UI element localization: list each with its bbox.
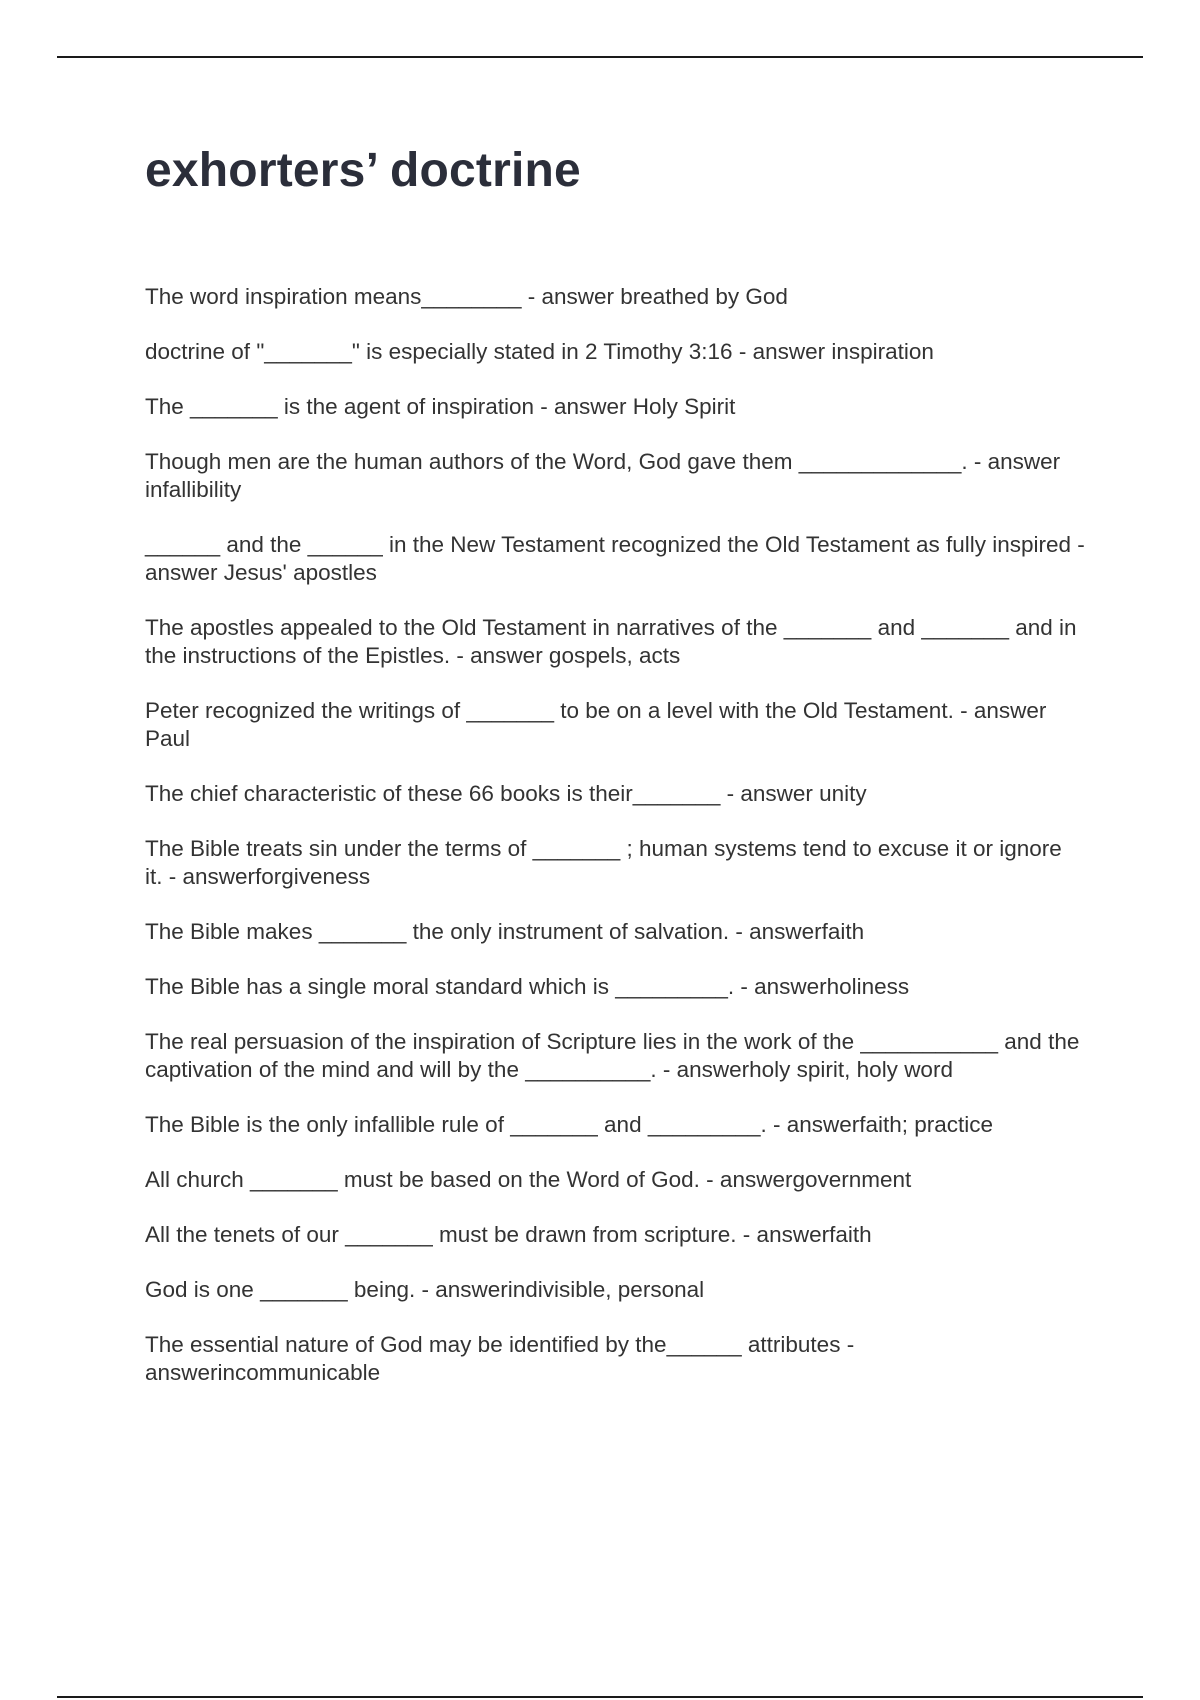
- document-title: exhorters’ doctrine: [145, 144, 581, 197]
- question-item-12: The real persuasion of the inspiration of Scripture lies in the work of the ___________ and the captivation of the mind and will by the __________. - answerholy spirit, holy word: [145, 1029, 1080, 1082]
- question-item-3: The _______ is the agent of inspiration - answer Holy Spirit: [145, 394, 736, 419]
- question-item-7: Peter recognized the writings of _______ to be on a level with the Old Testament. - answer Paul: [145, 698, 1047, 751]
- question-item-5: ______ and the ______ in the New Testament recognized the Old Testament as fully inspired - answer Jesus' apostles: [145, 532, 1085, 585]
- top-rule: [57, 56, 1143, 58]
- question-item-1: The word inspiration means________ - answer breathed by God: [145, 284, 788, 309]
- question-item-17: The essential nature of God may be identified by the______ attributes - answerincommunicable: [145, 1332, 855, 1385]
- question-item-16: God is one _______ being. - answerindivisible, personal: [145, 1277, 705, 1302]
- question-item-14: All church _______ must be based on the Word of God. - answergovernment: [145, 1167, 912, 1192]
- question-item-6: The apostles appealed to the Old Testament in narratives of the _______ and _______ and in the instructions of the Epistles. - answer gospels, acts: [145, 615, 1077, 668]
- question-item-4: Though men are the human authors of the Word, God gave them _____________. - answer infallibility: [145, 449, 1061, 502]
- question-item-11: The Bible has a single moral standard which is _________. - answerholiness: [145, 974, 910, 999]
- bottom-rule: [57, 1696, 1143, 1698]
- question-item-10: The Bible makes _______ the only instrument of salvation. - answerfaith: [145, 919, 865, 944]
- question-item-15: All the tenets of our _______ must be drawn from scripture. - answerfaith: [145, 1222, 872, 1247]
- question-item-8: The chief characteristic of these 66 books is their_______ - answer unity: [145, 781, 867, 806]
- question-item-2: doctrine of "_______" is especially stated in 2 Timothy 3:16 - answer inspiration: [145, 339, 934, 364]
- question-item-13: The Bible is the only infallible rule of _______ and _________. - answerfaith; practice: [145, 1112, 994, 1137]
- question-item-9: The Bible treats sin under the terms of _______ ; human systems tend to excuse it or ignore it. - answerforgiveness: [145, 836, 1062, 889]
- question-list: [145, 283, 1085, 1414]
